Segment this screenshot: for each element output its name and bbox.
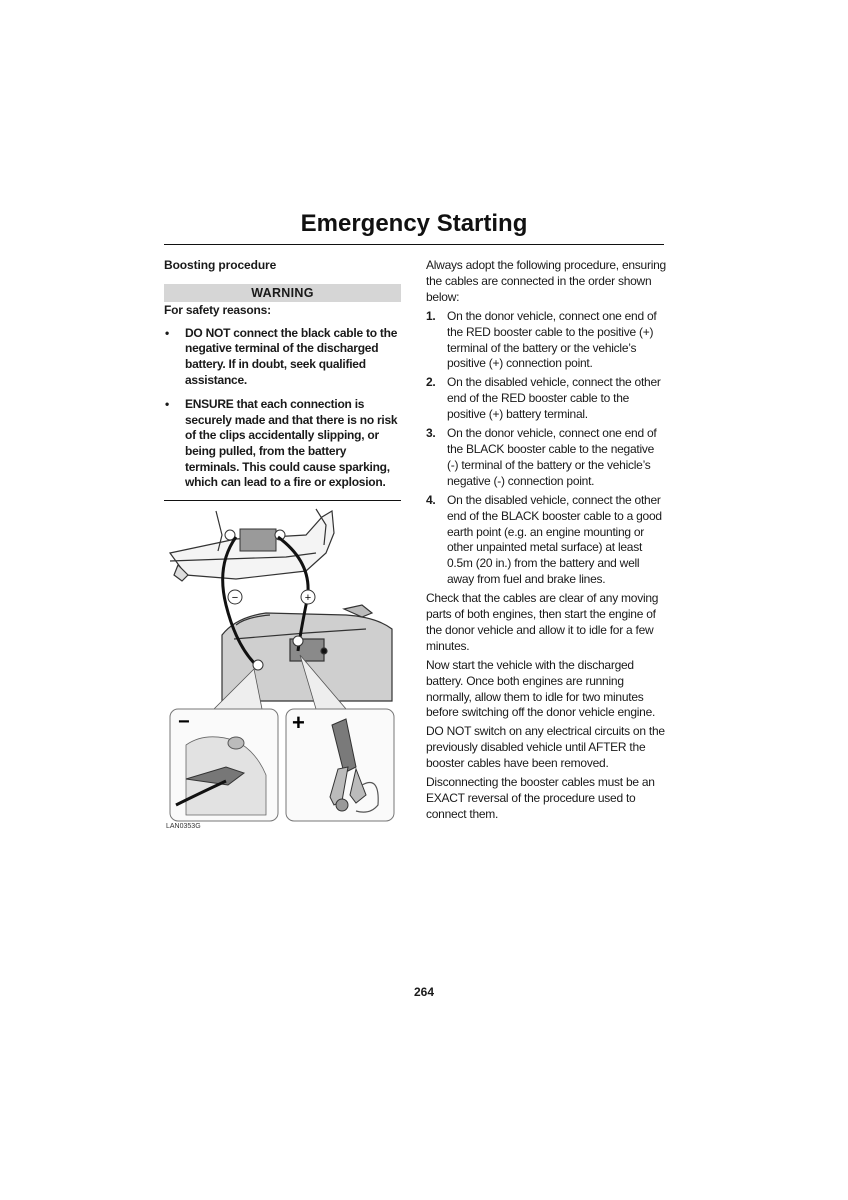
bullet: • (165, 325, 169, 340)
warning-item (164, 326, 401, 388)
right-column (426, 258, 666, 826)
warning-item (164, 397, 401, 491)
cable-minus-label: − (231, 592, 239, 604)
step-number: 2. (426, 375, 436, 390)
page-title: Emergency Starting (300, 210, 528, 237)
warning-list (164, 326, 401, 491)
plus-panel-label: + (292, 710, 305, 735)
title-divider (164, 244, 664, 245)
step-number: 4. (426, 492, 436, 507)
step-number: 3. (426, 426, 436, 441)
figure-caption: LAN0353G (166, 823, 201, 830)
step-text: On the donor vehicle, connect one end of the BLACK booster cable to the negative (-) terminal of the battery or the vehicle’s negative (-) connection point. (447, 426, 657, 488)
step-text: On the disabled vehicle, connect the other end of the BLACK booster cable to a good earth point (e.g. an engine mounting or other unpainted metal surface) at least 0.5m (20 in.) from the battery and well away from fuel and brake lines. (447, 492, 662, 587)
section-heading: Boosting procedure (164, 258, 277, 272)
warning-text: DO NOT connect the black cable to the negative terminal of the discharged battery. If in doubt, seek qualified assistance. (185, 325, 398, 387)
minus-panel-label: − (178, 711, 190, 733)
procedure-step (426, 309, 666, 373)
warning-divider (164, 500, 401, 501)
safety-intro: For safety reasons: (164, 303, 271, 318)
procedure-steps (426, 309, 666, 588)
procedure-intro: Always adopt the following procedure, ensuring the cables are connected in the order shown below: (426, 258, 666, 304)
step-text: On the disabled vehicle, connect the other end of the RED booster cable to the positive (+) battery terminal. (447, 375, 661, 422)
step-number: 1. (426, 308, 436, 323)
paragraph: Check that the cables are clear of any moving parts of both engines, then start the engine of the donor vehicle and allow it to idle for a few minutes. (426, 591, 659, 653)
warning-text: ENSURE that each connection is securely made and that there is no risk of the clips accidentally slipping, or being pulled, from the battery terminals. This could cause sparking, which can lead to a fire or explosion. (185, 397, 398, 490)
procedure-step (426, 375, 666, 423)
illustration-svg (166, 505, 398, 835)
paragraph: DO NOT switch on any electrical circuits on the previously disabled vehicle until AFTER the booster cables have been removed. (426, 724, 665, 771)
cable-plus-label: + (304, 592, 312, 604)
step-text: On the donor vehicle, connect one end of the RED booster cable to the positive (+) terminal of the battery or the vehicle’s positive (+) connection point. (447, 308, 657, 371)
procedure-step (426, 493, 666, 588)
page-number: 264 (413, 985, 435, 999)
bullet: • (165, 397, 169, 412)
left-column (164, 258, 401, 501)
warning-banner: WARNING (164, 284, 401, 303)
paragraph: Disconnecting the booster cables must be an EXACT reversal of the procedure used to connect them. (426, 775, 655, 821)
jump-start-illustration (166, 505, 398, 835)
paragraph: Now start the vehicle with the discharged battery. Once both engines are running normally, allow them to idle for two minutes before switching off the donor vehicle engine. (426, 657, 656, 720)
procedure-step (426, 426, 666, 490)
